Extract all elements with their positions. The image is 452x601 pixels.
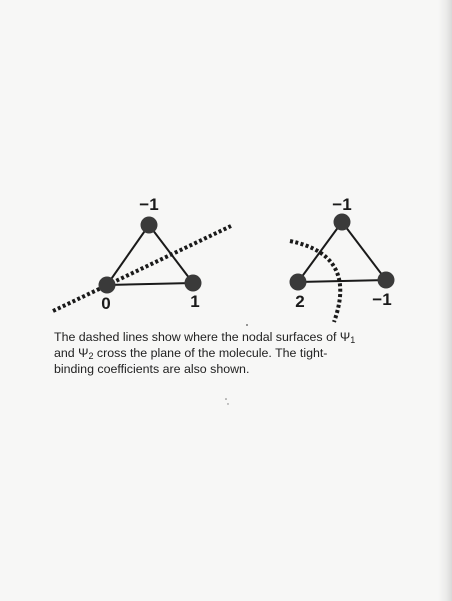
left-coef-bottom-right: 1 [190,292,200,311]
right-coef-bottom-left: 2 [295,292,305,311]
caption-line-3: binding coefficients are also shown. [54,362,250,376]
left-nodal-line [53,226,231,311]
right-bond-top-left [298,222,342,282]
right-bond-top-right [342,222,386,280]
caption-line-1: The dashed lines show where the nodal surfaces of $\Psi_1$ [54,330,356,345]
left-atom-top [141,217,158,234]
left-atom-bottom-right [185,275,202,292]
left-coef-bottom-left: 0 [101,294,111,313]
page-edge-shadow [438,0,452,601]
left-coef-top: −1 [139,195,159,214]
caption-line-2: and $\Psi_2$ cross the plane of the molecule. The tight- [54,346,328,361]
figure-caption [54,329,394,377]
right-molecule [290,195,395,322]
right-bond-bottom [298,280,386,282]
left-atom-bottom-left [99,277,116,294]
right-coef-top: −1 [332,195,352,214]
right-atom-bottom-left [290,274,307,291]
right-atom-bottom-right [378,272,395,289]
left-molecule [53,195,231,313]
left-bond-bottom [107,283,193,285]
right-coef-bottom-right: −1 [372,290,392,309]
right-atom-top [334,214,351,231]
